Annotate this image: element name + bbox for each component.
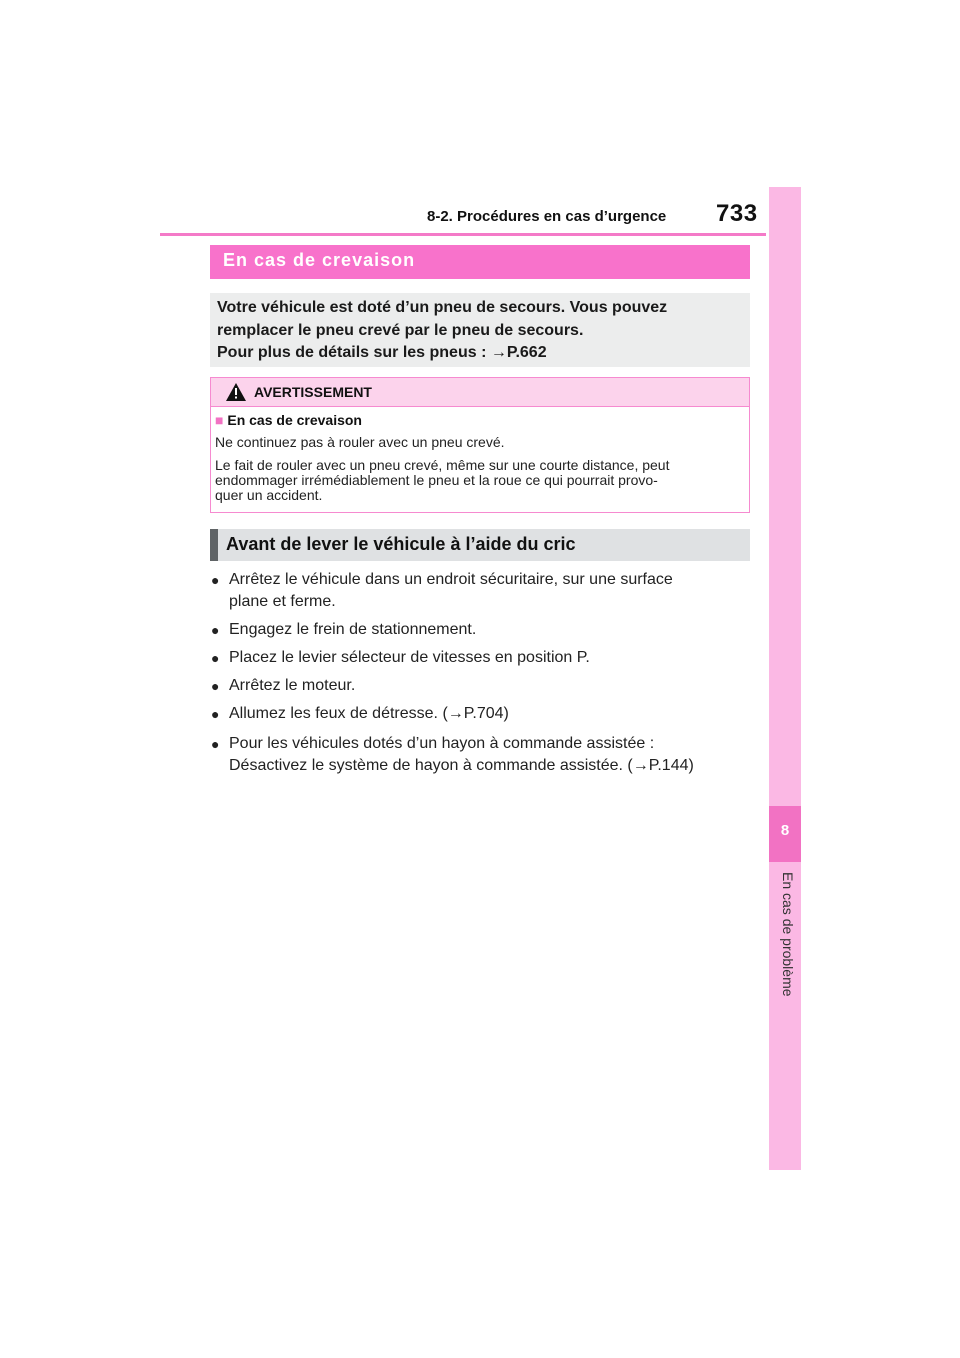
bullet-icon: ● (211, 622, 220, 638)
bullet-icon: ● (211, 678, 220, 694)
warning-title: AVERTISSEMENT (254, 384, 372, 400)
list-item-text: Arrêtez le véhicule dans un endroit sécuritaire, sur une surface (229, 571, 673, 588)
page-number: 733 (716, 200, 758, 227)
warning-header (211, 378, 749, 407)
list-item-text: Placez le levier sélecteur de vitesses en position P. (229, 649, 590, 666)
subheading-bar (210, 529, 218, 561)
warning-subheading-text: En cas de crevaison (227, 412, 362, 428)
warning-text: quer un accident. (215, 487, 323, 503)
warning-text: Ne continuez pas à rouler avec un pneu crevé. (215, 434, 505, 450)
warning-subheading (215, 412, 362, 428)
section-banner-title: En cas de crevaison (223, 250, 416, 270)
bullet-icon: ● (211, 706, 220, 722)
header-divider (160, 233, 766, 236)
chapter-label: En cas de problème (780, 872, 796, 997)
intro-box (210, 293, 750, 367)
bullet-icon: ● (211, 572, 220, 588)
subheading (210, 529, 750, 561)
chapter-number: 8 (780, 822, 790, 839)
list-item-text: Arrêtez le moteur. (229, 677, 356, 694)
warning-text: endommager irrémédiablement le pneu et la roue ce qui pourrait provo- (215, 472, 658, 488)
list-item-text: Allumez les feux de détresse. (→P.704) (229, 705, 509, 722)
section-banner (210, 245, 750, 279)
section-reference: 8-2. Procédures en cas d’urgence (427, 208, 667, 225)
intro-line: Votre véhicule est doté d’un pneu de secours. Vous pouvez (217, 299, 668, 316)
intro-line: Pour plus de détails sur les pneus : →P.662 (217, 344, 547, 361)
list-item-text: Désactivez le système de hayon à commande assistée. (→P.144) (229, 757, 694, 774)
square-bullet-icon: ■ (215, 412, 224, 428)
list-item-text: Pour les véhicules dotés d’un hayon à commande assistée : (229, 735, 655, 752)
list-item-text: Engagez le frein de stationnement. (229, 621, 477, 638)
warning-box (210, 377, 750, 513)
warning-text: Le fait de rouler avec un pneu crevé, même sur une courte distance, peut (215, 457, 670, 473)
list-item-text: plane et ferme. (229, 593, 336, 610)
bullet-icon: ● (211, 650, 220, 666)
intro-line: remplacer le pneu crevé par le pneu de secours. (217, 322, 584, 339)
bullet-icon: ● (211, 736, 220, 752)
warning-triangle-icon (225, 382, 247, 402)
subheading-title: Avant de lever le véhicule à l’aide du cric (226, 534, 576, 554)
